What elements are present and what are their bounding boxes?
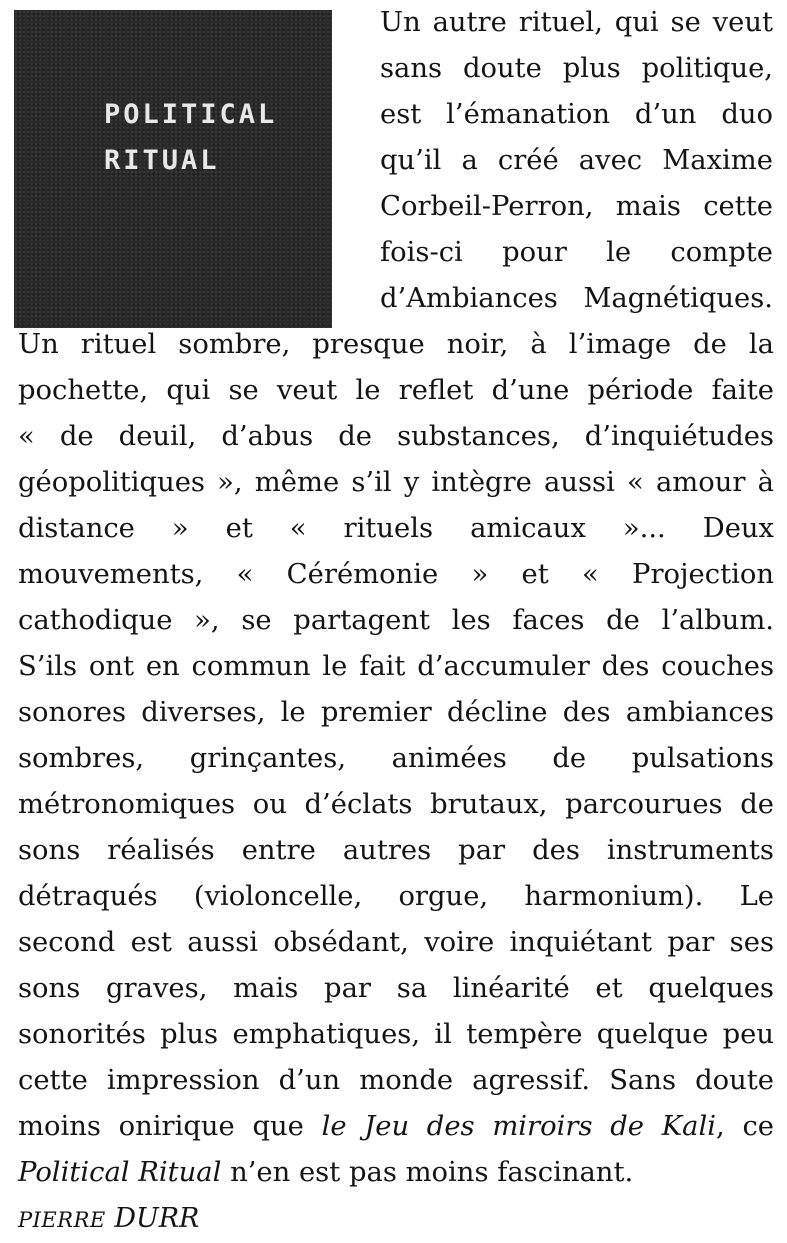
text-line: métronomiques ou d’éclats brutaux, parcourues de: [18, 789, 774, 820]
text-line: sons réalisés entre autres par des instruments: [18, 835, 774, 866]
text-line: cathodique », se partagent les faces de l’album.: [18, 605, 774, 636]
album-cover-title-line: RITUAL: [104, 145, 220, 176]
text-line: qu’il a créé avec Maxime: [380, 145, 773, 176]
author-first-name: PIERRE: [18, 1208, 106, 1232]
text-run: moins onirique que: [18, 1111, 322, 1142]
author-last-name: DURR: [114, 1203, 200, 1234]
text-line: détraqués (violoncelle, orgue, harmonium). Le: [18, 881, 774, 912]
text-line: géopolitiques », même s’il y intègre aussi « amour à: [18, 467, 774, 498]
text-line: cette impression d’un monde agressif. Sans doute: [18, 1065, 774, 1096]
text-line: distance » et « rituels amicaux »... Deux: [18, 513, 774, 544]
album-cover-image: [14, 10, 332, 328]
text-line: d’Ambiances Magnétiques.: [380, 283, 773, 314]
text-line: fois-ci pour le compte: [380, 237, 773, 268]
text-run: n’en est pas moins fascinant.: [221, 1157, 634, 1188]
work-title: le Jeu des miroirs de Kali: [321, 1111, 717, 1142]
author-signature: [18, 1196, 199, 1242]
album-cover-title-line: POLITICAL: [104, 99, 278, 130]
text-line: Corbeil-Perron, mais cette: [380, 191, 773, 222]
text-line: S’ils ont en commun le fait d’accumuler des couches: [18, 651, 774, 682]
text-line: sombres, grinçantes, animées de pulsations: [18, 743, 774, 774]
album-title: Political Ritual: [18, 1157, 222, 1188]
text-line: pochette, qui se veut le reflet d’une période faite: [18, 375, 774, 406]
text-line: est l’émanation d’un duo: [380, 99, 773, 130]
text-line: mouvements, « Cérémonie » et « Projection: [18, 559, 774, 590]
text-line: « de deuil, d’abus de substances, d’inquiétudes: [18, 421, 774, 452]
text-line: [18, 1104, 774, 1150]
text-line: [18, 1150, 774, 1196]
text-line: Un rituel sombre, presque noir, à l’image de la: [18, 329, 774, 360]
text-line: second est aussi obsédant, voire inquiétant par ses: [18, 927, 774, 958]
text-line: sonorités plus emphatiques, il tempère quelque peu: [18, 1019, 774, 1050]
text-line: sonores diverses, le premier décline des ambiances: [18, 697, 774, 728]
text-line: sons graves, mais par sa linéarité et quelques: [18, 973, 774, 1004]
text-run: , ce: [716, 1111, 774, 1142]
text-line: sans doute plus politique,: [380, 53, 773, 84]
album-cover-title: [104, 92, 277, 184]
text-line: Un autre rituel, qui se veut: [380, 7, 773, 38]
